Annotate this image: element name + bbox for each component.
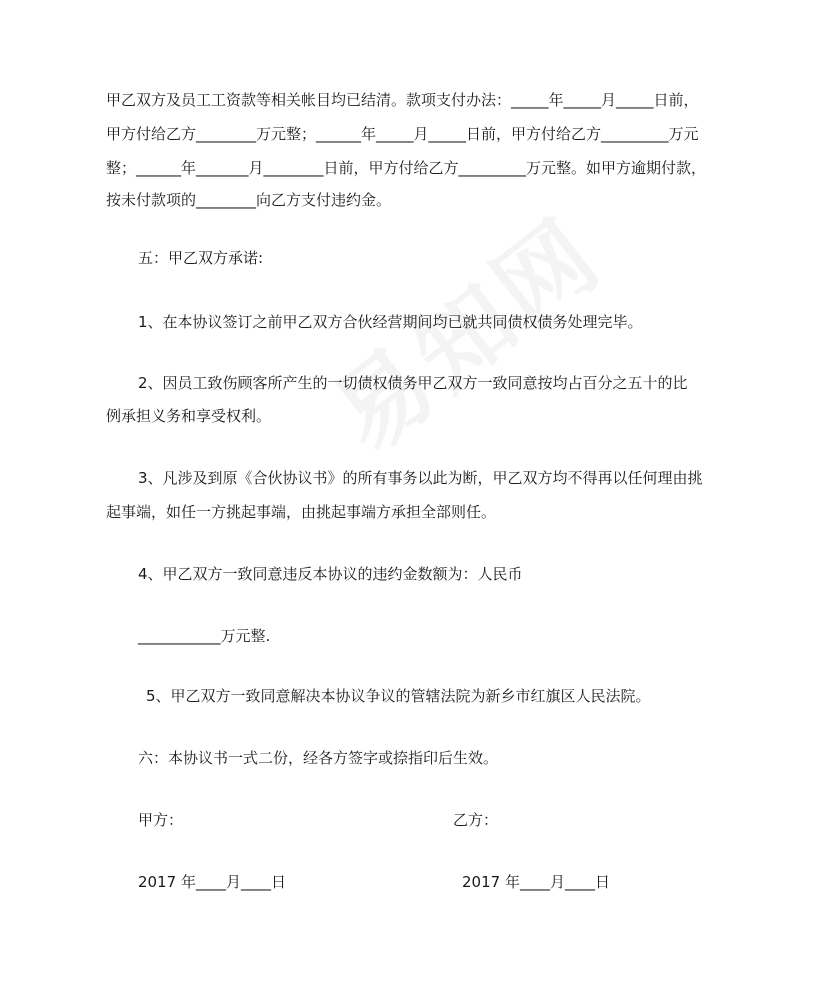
item-2-line-1: 2、因员工致伤顾客所产生的一切债权债务甲乙双方一致同意按均占百分之五十的比 xyxy=(138,374,688,392)
item-4-line-2: ___________万元整. xyxy=(138,627,271,645)
party-b-label: 乙方： xyxy=(453,811,499,829)
party-a-date: 2017 年____月____日 xyxy=(138,873,286,891)
party-a-label: 甲方： xyxy=(138,811,184,829)
party-b-date: 2017 年____月____日 xyxy=(462,873,610,891)
section-five-title: 五：甲乙双方承诺: xyxy=(138,249,264,267)
item-5-line-1: 5、甲乙双方一致同意解决本协议争议的管辖法院为新乡市红旗区人民法院。 xyxy=(146,687,651,705)
payment-line-3: 整；______年_______月________日前，甲方付给乙方_________万元整。如甲方逾期付款， xyxy=(106,159,707,177)
item-3-line-2: 起事端，如任一方挑起事端，由挑起事端方承担全部则任。 xyxy=(106,503,497,521)
payment-line-4: 按未付款项的________向乙方支付违约金。 xyxy=(106,191,392,209)
item-1-line-1: 1、在本协议签订之前甲乙双方合伙经营期间均已就共同债权债务处理完毕。 xyxy=(138,313,643,331)
section-six: 六：本协议书一式二份，经各方签字或捺指印后生效。 xyxy=(138,749,499,767)
payment-line-1: 甲乙双方及员工工资款等相关帐目均已结清。款项支付办法：_____年_____月_____日前， xyxy=(106,91,699,109)
item-2-line-2: 例承担义务和享受权利。 xyxy=(106,407,272,425)
item-3-line-1: 3、凡涉及到原《合伙协议书》的所有事务以此为断，甲乙双方均不得再以任何理由挑 xyxy=(138,469,703,487)
item-4-line-1: 4、甲乙双方一致同意违反本协议的违约金数额为：人民币 xyxy=(138,565,523,583)
payment-line-2: 甲方付给乙方________万元整；______年_____月_____日前，甲方付给乙方_________万元 xyxy=(106,125,699,143)
